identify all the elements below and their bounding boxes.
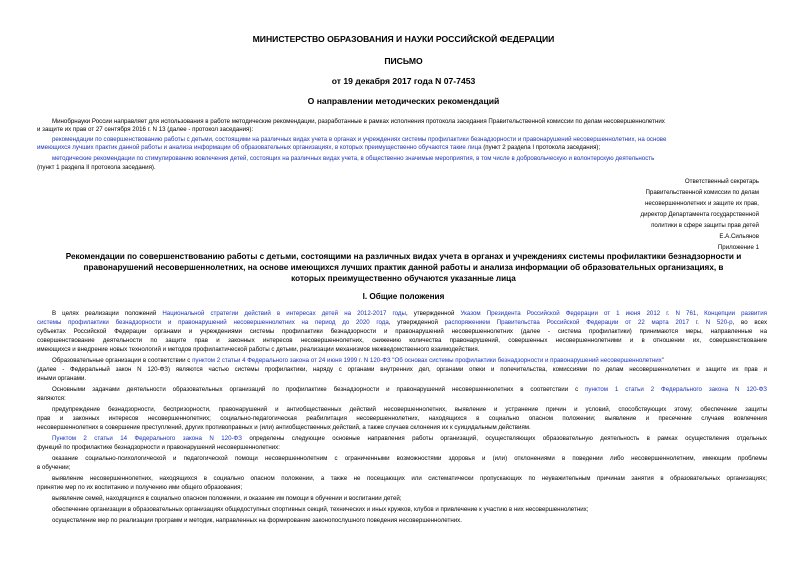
- document-subject: О направлении методических рекомендаций: [307, 96, 500, 106]
- concept-link[interactable]: Концепции развития: [704, 310, 767, 317]
- p2-line2: (далее - Федеральный закон N 120-ФЗ) являются частью системы профилактики, наряду с органами внутренних дел, органами опеки и попечительства, комиссиями по делам несовершеннолетних и защите их прав и: [37, 366, 767, 373]
- federal-law-article2-link[interactable]: пунктом 1 статьи 2 Федерального закона N 120-ФЗ: [585, 386, 767, 393]
- government-order-link[interactable]: распоряжением Правительства Российской Федерации от 22 марта 2017 г. N 520-р: [444, 319, 733, 326]
- p4-line2: прав и законных интересов несовершеннолетних; социально-педагогическая реабилитация несовершеннолетних, находящихся в социально опасном положении; выявление и пресечение случаев вовлечения: [37, 415, 767, 422]
- p2-line1: Образовательные организации в соответствии с пунктом 2 статьи 4 Федерального закона от 24 июня 1999 г. N 120-ФЗ "Об основах системы профилактики безнадзорности и правонарушений несовершеннолетних": [52, 357, 664, 364]
- p9: обеспечение организации в образовательных организациях общедоступных спортивных секций, технических и иных кружков, клубов и привлечение к участию в них несовершеннолетних;: [52, 506, 589, 513]
- federal-law-article14-link[interactable]: Пунктом 2 статьи 14 Федерального закона N 120-ФЗ: [52, 435, 242, 442]
- p1-line1: В целях реализации положений Национальной стратегии действий в интересах детей на 2012-2017 годы, утвержденной Указом Президента Российской Федерации от 1 июня 2012 г. N 761, Концепции развития: [52, 310, 767, 317]
- p7-line1: выявление несовершеннолетних, находящихся в социально опасном положении, а также не посещающих или систематически пропускающих по неуважительным причинам занятия в образовательных организациях;: [52, 475, 767, 482]
- p5-line2: функций по профилактике безнадзорности и правонарушений несовершеннолетних:: [37, 444, 280, 451]
- p10: осуществление мер по реализации программ и методик, направленных на формирование законопослушного поведения несовершеннолетних.: [52, 517, 462, 524]
- signature-line1: Ответственный секретарь: [684, 178, 759, 185]
- letter-intro-line2: и защите их прав от 27 сентября 2016 г. N 13 (далее - протокол заседания):: [37, 126, 254, 133]
- recommendation-1-line2: имеющихся лучших практик данной работы и анализа информации об образовательных организациях, в которых преимущественно обучаются такие лица (пункт 2 раздела I протокола заседания);: [37, 144, 601, 151]
- p3-line2: являются:: [37, 395, 66, 402]
- appendix-label: Приложение 1: [717, 244, 759, 251]
- appendix-title-line2: правонарушений несовершеннолетних, на основе имеющихся лучших практик данной работы и анализа информации об образовательных организациях, в: [83, 263, 724, 272]
- concept-link-cont[interactable]: системы профилактики безнадзорности и правонарушений несовершеннолетних на период до 2020 года: [37, 319, 389, 326]
- signature-line3: несовершеннолетних и защите их прав,: [644, 200, 759, 207]
- recommendation-2-line2: (пункт 1 раздела II протокола заседания).: [37, 164, 156, 171]
- p1-line3: субъектах Российской Федерации органами и учреждениями системы профилактики безнадзорности и правонарушений несовершеннолетних (далее - система профилактики) принимаются меры, направленные на: [37, 328, 767, 335]
- p7-line2: принятие мер по их воспитанию и получению ими общего образования;: [37, 484, 243, 491]
- signature-line5: политики в сфере защиты прав детей: [651, 222, 759, 229]
- document-type: ПИСЬМО: [384, 56, 423, 66]
- p1-line5: имеющихся и внедрение новых технологий и методов профилактической работы с детьми, реализации механизмов межведомственного взаимодействия.: [37, 346, 480, 353]
- section-heading: I. Общие положения: [362, 292, 445, 301]
- p8: выявление семей, находящихся в социально опасном положении, и оказание им помощи в обучении и воспитании детей;: [52, 495, 402, 502]
- p2-line3: иными органами.: [37, 375, 87, 382]
- recommendation-link-2[interactable]: методические рекомендации по стимулированию вовлечения детей, состоящих на различных видах учета, в общественно значимые мероприятия, в том числе в добровольческую и волонтерскую деятельность: [52, 155, 655, 162]
- signature-line2: Правительственной комиссии по делам: [645, 189, 759, 196]
- recommendation-link-1-cont[interactable]: имеющихся лучших практик данной работы и анализа информации об образовательных организациях, в которых преимущественно обучаются такие лица: [37, 144, 482, 151]
- federal-law-article4-link[interactable]: пунктом 2 статьи 4 Федерального закона от 24 июня 1999 г. N 120-ФЗ "Об основах системы профилактики безнадзорности и правонарушений несовершеннолетних": [192, 357, 664, 364]
- p1-line4: совершенствование деятельности по защите прав и законных интересов несовершеннолетних, снижению количества правонарушений, совершенных несовершеннолетними и в отношении их, совершенствование: [37, 337, 767, 344]
- p1-line2: системы профилактики безнадзорности и правонарушений несовершеннолетних на период до 2020 года, утвержденной распоряжением Правительства Российской Федерации от 22 марта 2017 г. N 520-р, во всех: [37, 319, 767, 326]
- signature-line4: директор Департамента государственной: [640, 211, 759, 218]
- p6-line1: оказание социально-психологической и педагогической помощи несовершеннолетним с ограниченными возможностями здоровья и (или) отклонениями в поведении либо несовершеннолетним, имеющим проблемы: [52, 455, 767, 462]
- p4-line1: предупреждение безнадзорности, беспризорности, правонарушений и антиобщественных действий несовершеннолетних, выявление и устранение причин и условий, способствующих этому; обеспечение защиты: [52, 406, 767, 413]
- signature-name: Е.А.Сильянов: [719, 233, 759, 240]
- appendix-title-line3: которых преимущественно обучаются указанные лица: [291, 274, 516, 283]
- letter-intro-line1: Минобрнауки России направляет для использования в работе методические рекомендации, разработанные в рамках исполнения протокола заседания Правительственной комиссии по делам несовершеннолетних: [52, 118, 665, 125]
- p4-line3: несовершеннолетних в совершение преступлений, других противоправных и (или) антиобщественных действий, а также случаев склонения их к суицидальным действиям.: [37, 424, 531, 431]
- document-date-number: от 19 декабря 2017 года N 07-7453: [331, 76, 476, 86]
- national-strategy-link[interactable]: Национальной стратегии действий в интересах детей на 2012-2017 годы: [162, 310, 406, 317]
- p5-line1: Пунктом 2 статьи 14 Федерального закона N 120-ФЗ определены следующие основные направления работы организаций, осуществляющих образовательную деятельность в рамках осуществления отдельных: [52, 435, 767, 442]
- ministry-title: МИНИСТЕРСТВО ОБРАЗОВАНИЯ И НАУКИ РОССИЙСКОЙ ФЕДЕРАЦИИ: [252, 34, 555, 44]
- presidential-decree-link[interactable]: Указом Президента Российской Федерации от 1 июня 2012 г. N 761: [460, 310, 697, 317]
- recommendation-link-1[interactable]: рекомендации по совершенствованию работы с детьми, состоящими на различных видах учета в органах и учреждениях системы профилактики безнадзорности и правонарушений несовершеннолетних, на основе: [52, 136, 667, 143]
- appendix-title-line1: Рекомендации по совершенствованию работы с детьми, состоящими на различных видах учета в органах и учреждениях системы профилактики безнадзорности и: [65, 252, 742, 261]
- p6-line2: в обучении;: [37, 464, 71, 471]
- p3-line1: Основными задачами деятельности образовательных организаций по профилактике безнадзорности и правонарушений несовершеннолетних в соответствии с пунктом 1 статьи 2 Федерального закона N 120-ФЗ: [52, 386, 767, 393]
